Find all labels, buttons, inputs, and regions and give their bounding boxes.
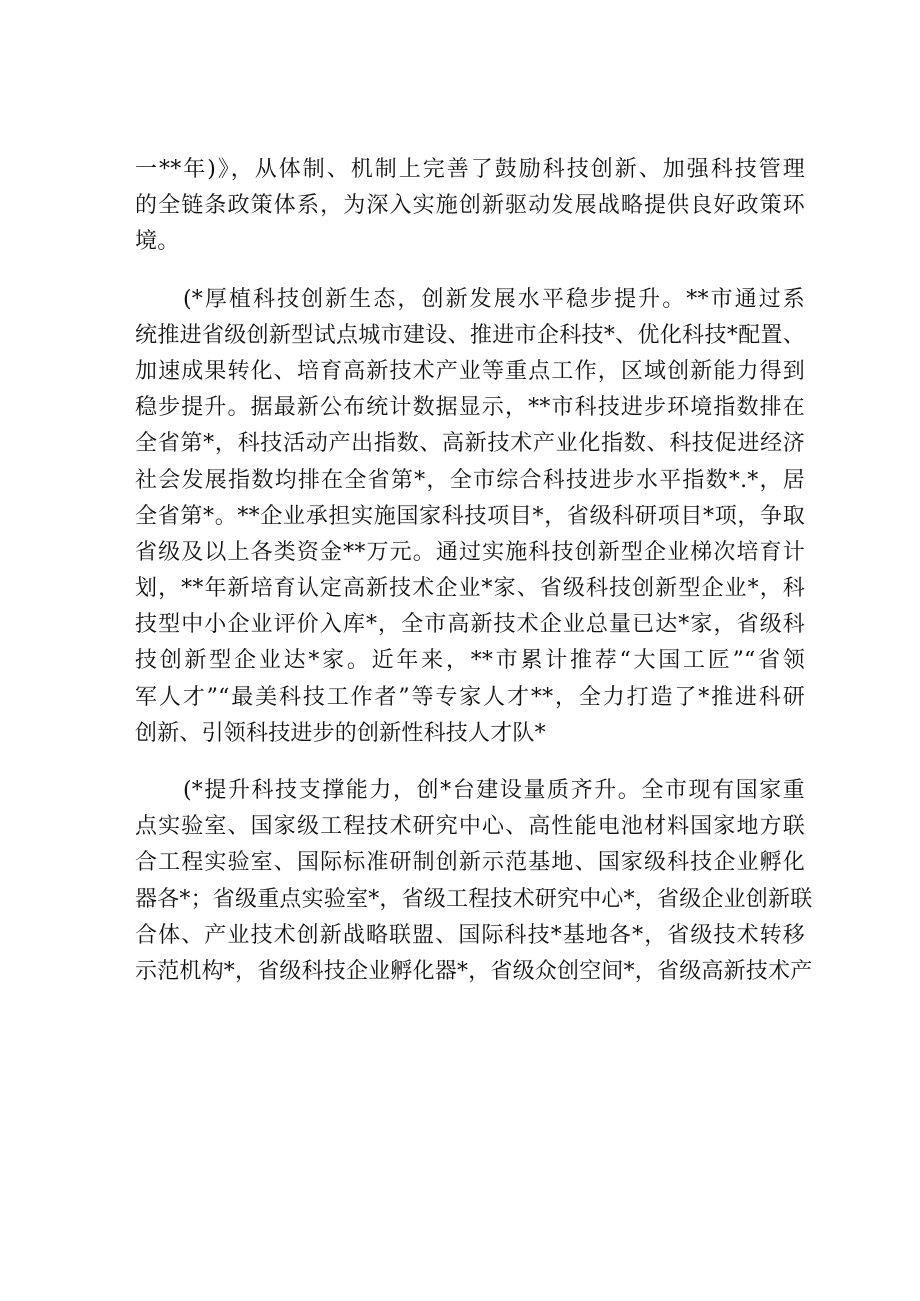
paragraph-2-line: 军人才”“最美科技工作者”等专家人才**，全力打造了*推进科研: [135, 684, 805, 710]
paragraph-3-line: 点实验室、国家级工程技术研究中心、高性能电池材料国家地方联: [135, 814, 805, 840]
paragraph-2-line: 全省第*。**企业承担实施国家科技项目*，省级科研项目*项，争取: [135, 503, 805, 529]
paragraph-1: [135, 155, 805, 256]
paragraph-2-line: 加速成果转化、培育高新技术产业等重点工作，区域创新能力得到: [135, 358, 805, 384]
paragraph-1-line: 一**年)》，从体制、机制上完善了鼓励科技创新、加强科技管理: [135, 157, 805, 182]
paragraph-2-line: 技创新型企业达*家。近年来，**市累计推荐“大国工匠”“省领: [135, 648, 805, 674]
paragraph-3-line: 合工程实验室、国际标准研制创新示范基地、国家级科技企业孵化: [135, 850, 805, 876]
paragraph-2: [135, 285, 805, 748]
paragraph-2-line: 技型中小企业评价入库*，全市高新技术企业总量已达*家，省级科: [135, 612, 805, 638]
paragraph-spacer: [135, 264, 805, 285]
paragraph-3: [135, 776, 813, 986]
paragraph-spacer: [135, 755, 805, 776]
paragraph-1-line: 境。: [135, 229, 180, 255]
paragraph-2-line: 省级及以上各类资金**万元。通过实施科技创新型企业梯次培育计: [135, 539, 805, 565]
paragraph-3-line: 合体、产业技术创新战略联盟、国际科技*基地各*，省级技术转移: [135, 922, 805, 948]
paragraph-2-line: (*厚植科技创新生态，创新发展水平稳步提升。**市通过系: [183, 286, 805, 312]
paragraph-2-line: 创新、引领科技进步的创新性科技人才队*: [135, 720, 546, 746]
paragraph-2-line: 划，**年新培育认定高新技术企业*家、省级科技创新型企业*，科: [135, 576, 805, 602]
paragraph-2-line: 全省第*，科技活动产出指数、高新技术产业化指数、科技促进经济: [135, 431, 805, 457]
paragraph-2-line: 社会发展指数均排在全省第*，全市综合科技进步水平指数*.*，居: [135, 467, 805, 493]
paragraph-1-line: 的全链条政策体系，为深入实施创新驱动发展战略提供良好政策环: [135, 193, 805, 219]
paragraph-2-line: 统推进省级创新型试点城市建设、推进市企科技*、优化科技*配置、: [135, 322, 805, 348]
paragraph-3-line: 器各*；省级重点实验室*，省级工程技术研究中心*，省级企业创新联: [135, 886, 813, 912]
paragraph-3-line: (*提升科技支撑能力，创*台建设量质齐升。全市现有国家重: [183, 778, 805, 803]
paragraph-3-line: 示范机构*，省级科技企业孵化器*，省级众创空间*，省级高新技术产: [135, 958, 813, 984]
document-body: [135, 155, 813, 993]
paragraph-2-line: 稳步提升。据最新公布统计数据显示，**市科技进步环境指数排在: [135, 395, 805, 421]
